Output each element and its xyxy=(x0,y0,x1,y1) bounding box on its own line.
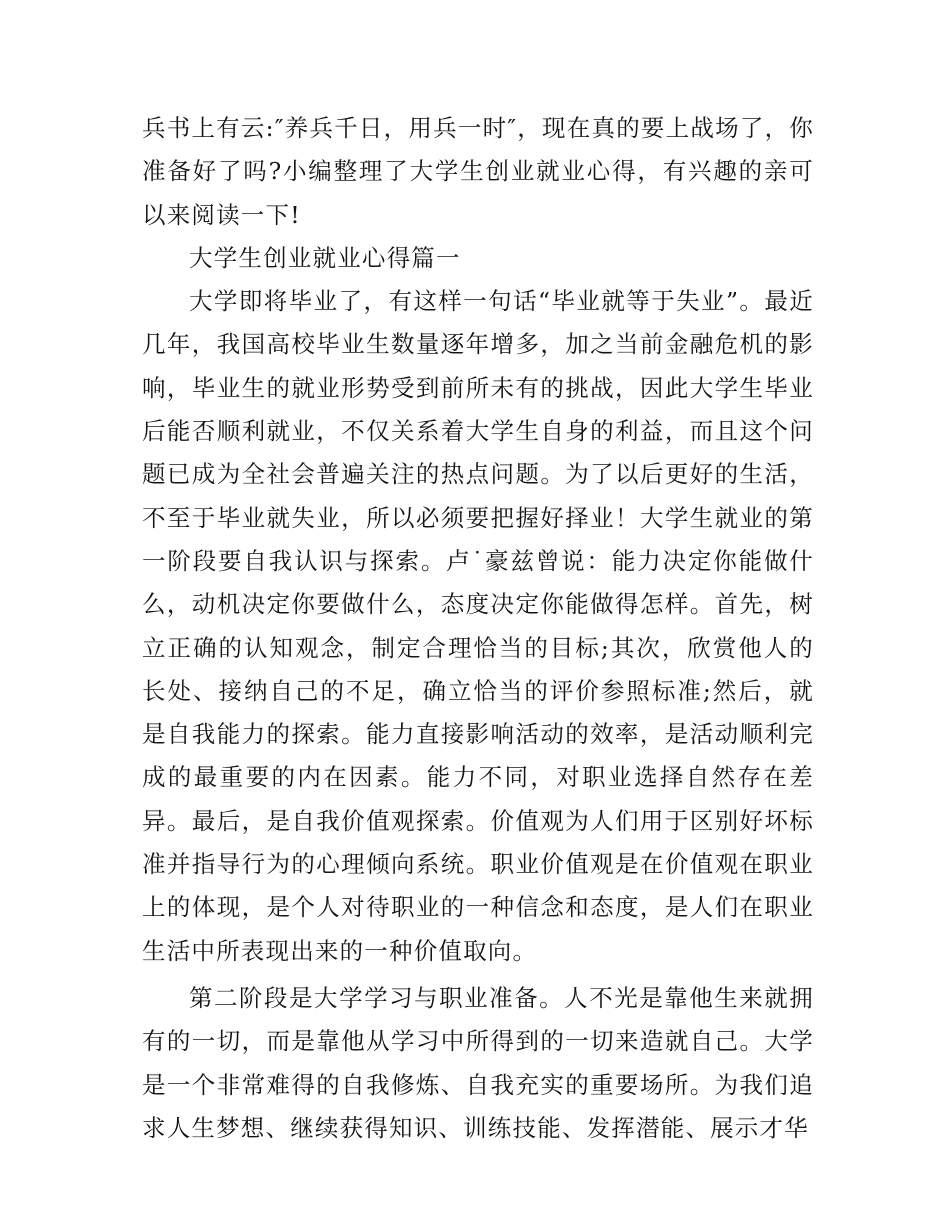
body-paragraph-stage-one: 大学即将毕业了，有这样一句话“毕业就等于失业”。最近几年，我国高校毕业生数量逐年增多，加之当前金融危机的影响，毕业生的就业形势受到前所未有的挑战，因此大学生毕业后能否顺利就业，不仅关系着大学生自身的利益，而且这个问题已成为全社会普遍关注的热点问题。为了以后更好的生活，不至于毕业就失业，所以必须要把握好择业！大学生就业的第一阶段要自我认识与探索。卢˙豪兹曾说：能力决定你能做什么，动机决定你要做什么，态度决定你能做得怎样。首先，树立正确的认知观念，制定合理恰当的目标;其次，欣赏他人的长处、接纳自己的不足，确立恰当的评价参照标准;然后，就是自我能力的探索。能力直接影响活动的效率，是活动顺利完成的最重要的内在因素。能力不同，对职业选择自然存在差异。最后，是自我价值观探索。价值观为人们用于区别好坏标准并指导行为的心理倾向系统。职业价值观是在价值观在职业上的体现，是个人对待职业的一种信念和态度，是人们在职业生活中所表现出来的一种价值取向。 xyxy=(142,287,814,965)
intro-paragraph: 兵书上有云:″养兵千日，用兵一时″，现在真的要上战场了，你准备好了吗?小编整理了大学生创业就业心得，有兴趣的亲可以来阅读一下! xyxy=(142,114,814,229)
body-paragraph-stage-two: 第二阶段是大学学习与职业准备。人不光是靠他生来就拥有的一切，而是靠他从学习中所得到的一切来造就自己。大学是一个非常难得的自我修炼、自我充实的重要场所。为我们追求人生梦想、继续获得知识、训练技能、发挥潜能、展示才华 xyxy=(142,983,814,1142)
section-heading: 大学生创业就业心得篇一 xyxy=(189,243,461,272)
article-body xyxy=(142,107,814,1150)
